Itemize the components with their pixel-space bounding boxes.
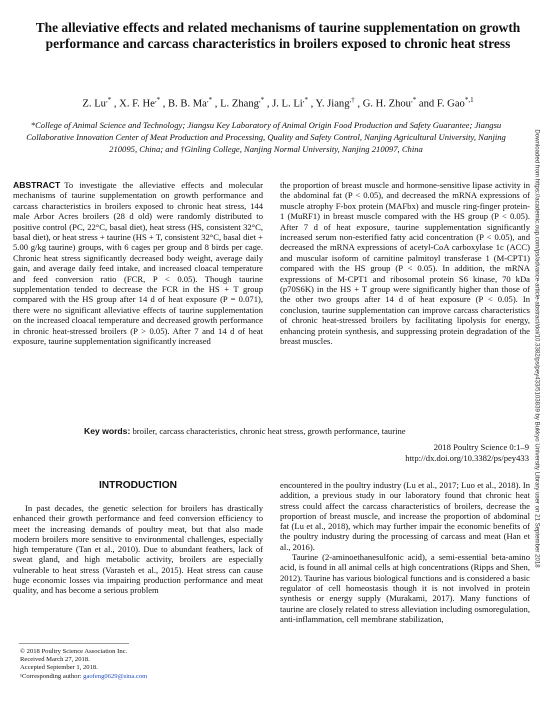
- paper-title: The alleviative effects and related mechanisms of taurine supplementation on growth performance and carcass characteristics in broilers exposed to chronic heat stress: [35, 20, 521, 51]
- abstract-paragraph: [13, 180, 263, 347]
- author-separator: ,: [214, 98, 221, 110]
- abstract-heading: ABSTRACT: [13, 180, 61, 190]
- author-marker: ,*: [105, 96, 112, 104]
- author-separator: ,: [310, 98, 316, 110]
- intro-paragraph-1: In past decades, the genetic selection for broilers has drastically enhanced their growth performance and feed conversion efficiency to meet the increasing demands of poultry meat, but that also made modern broilers more sensitive to environmental challenges, especially high temperature (Tan et al., 2010). Due to abundant feathers, lack of sweat gland, and high metabolic activity, broilers are especially vulnerable to heat stress (Varasteh et al., 2015). Heat stress can cause huge economic losses via impairing production performance and meat quality, and has become a serious problem: [13, 503, 263, 596]
- author-marker: *,1: [464, 96, 474, 104]
- author-list: [12, 96, 544, 110]
- download-sidebar-note: Downloaded from https://academic.oup.com/ps/advance-article-abstract/doi/10.3382/ps/pey433/5103839 by Bukkyo University Library user on 21 September 2018: [533, 129, 541, 568]
- author-name: Y. Jiang: [315, 98, 350, 110]
- abstract-text-right: the proportion of breast muscle and hormone-sensitive lipase activity in the abdominal fat (P < 0.05), and decreased the mRNA expressions of muscle atrophy F-box protein (MAFbx) and muscle ring-finger protein-1 (MuRF1) in breast muscle compared with the HS group (P < 0.05). After 7 d of heat exposure, taurine supplementation significantly increased serum non-esterified fatty acid concentration (P < 0.05), and decreased the mRNA expressions of acetyl-CoA carboxylase 1c (ACC) and muscular isoform of carnitine palmitoyl transferase 1 (M-CPT1) compared with the HS group (P < 0.05). In addition, the mRNA expressions of M-CPT1 and ribosomal protein S6 kinase, 70 kDa (p70S6K) in the HS + T group were significantly higher than those of the other two groups after 14 d of heat exposure (P < 0.05). In conclusion, taurine supplementation can improve carcass characteristics of chronic heat-stressed broilers by facilitating lipolysis for energy, enhancing protein synthesis, and suppressing protein degradation of the breast muscles.: [280, 180, 530, 347]
- keywords-label: Key words:: [84, 426, 131, 436]
- author-separator: ,: [266, 98, 273, 110]
- intro-left-column: [13, 503, 263, 596]
- author-marker: ,*: [302, 96, 308, 104]
- copyright-line: © 2018 Poultry Science Association Inc.: [20, 648, 128, 655]
- author-marker: ,*: [258, 96, 265, 104]
- author-marker: ,*: [410, 96, 417, 104]
- author-name: B. B. Ma: [168, 98, 207, 110]
- footnote-divider: [19, 643, 129, 644]
- author-name: Z. Lu: [82, 98, 106, 110]
- corresponding-email-link[interactable]: gaofeng0629@sina.com: [83, 672, 148, 680]
- author-marker: ,†: [349, 96, 355, 104]
- doi-link[interactable]: http://dx.doi.org/10.3382/ps/pey433: [405, 453, 529, 463]
- accepted-line: Accepted September 1, 2018.: [20, 664, 98, 672]
- corresponding-author-line: [20, 673, 250, 681]
- citation-block: [405, 442, 529, 464]
- intro-paragraph-2: Taurine (2-aminoethanesulfonic acid), a semi-essential beta-amino acid, is found in all animal cells at high concentrations (Ripps and Shen, 2012). Taurine has various biological functions and is considered a basic regulator of cell homeostasis though it is not involved in protein synthesis or energy supply (Murakami, 2017). Many functions of taurine are closely related to stress alleviation including osmoregulation, anti-inflammation, cell membrane stabilization,: [280, 552, 530, 624]
- author-name: J. L. Li: [272, 98, 303, 110]
- author-separator: ,: [357, 98, 363, 110]
- author-separator: ,: [113, 98, 120, 110]
- author-marker: ,*: [154, 96, 161, 104]
- introduction-heading: INTRODUCTION: [98, 480, 178, 491]
- intro-paragraph-1-continued: encountered in the poultry industry (Lu et al., 2017; Luo et al., 2018). In addition, a previous study in our laboratory found that chronic heat stress could affect the carcass characteristics of broilers, decrease the proportion of breast muscle, and increase the proportion of abdominal fat (Lu et al., 2018), which may further impair the economic benefits of the poultry industry during the processing of carcass and meat (Han et al., 2016).: [280, 480, 530, 552]
- footnote: [20, 648, 250, 681]
- affiliations: *College of Animal Science and Technology; Jiangsu Key Laboratory of Animal Origin Food Production and Safety Guarantee; Jiangsu Collaborative Innovation Center of Meat Production and Processing, Quality and Safety Control, Nanjing Agricultural University, Nanjing 210095, China; and †Ginling College, Nanjing Normal University, Nanjing 210097, China: [26, 120, 506, 154]
- journal-reference: 2018 Poultry Science 0:1–9: [433, 442, 529, 452]
- author-separator: ,: [162, 98, 169, 110]
- author-marker: ,*: [206, 96, 213, 104]
- author-name: F. Gao: [436, 98, 465, 110]
- abstract-right-column: [280, 180, 530, 347]
- received-line: Received March 27, 2018.: [20, 656, 90, 664]
- keywords-line: [84, 426, 406, 436]
- author-separator: and: [418, 98, 437, 110]
- keywords-text: broiler, carcass characteristics, chronic heat stress, growth performance, taurine: [132, 426, 406, 436]
- intro-right-column: [280, 480, 530, 624]
- abstract-text-left: To investigate the alleviative effects and molecular mechanisms of taurine supplementation on growth performance and carcass characteristics in broilers exposed to chronic heat stress, 144 male Arbor Acres broilers (28 d old) were randomly distributed to positive control (PC, 22°C, basal diet), heat stress (HS, consistent 32°C, basal diet), or heat stress + taurine (HS + T, consistent 32°C, basal diet + 5.00 g/kg taurine) groups, with 6 cages per group and 8 birds per cage. Chronic heat stress significantly decreased body weight, average daily gain, and average daily feed intake, and increased cloacal temperature and feed conversion ratio (FCR, P < 0.05). Though taurine supplementation tended to decrease the FCR in the HS + T group compared with the HS group after 14 d of heat exposure (P = 0.071), there were no significant alleviative effects of taurine supplementation on the increased cloacal temperature and decreased growth performance in chronic heat-stressed broilers (P > 0.05). After 7 and 14 d of heat exposure, taurine supplementation significantly increased: [13, 180, 263, 347]
- abstract-left-column: [13, 180, 263, 347]
- author-name: L. Zhang: [220, 98, 259, 110]
- corresponding-label: ¹Corresponding author:: [20, 672, 82, 680]
- author-name: G. H. Zhou: [362, 98, 411, 110]
- author-name: X. F. He: [119, 98, 155, 110]
